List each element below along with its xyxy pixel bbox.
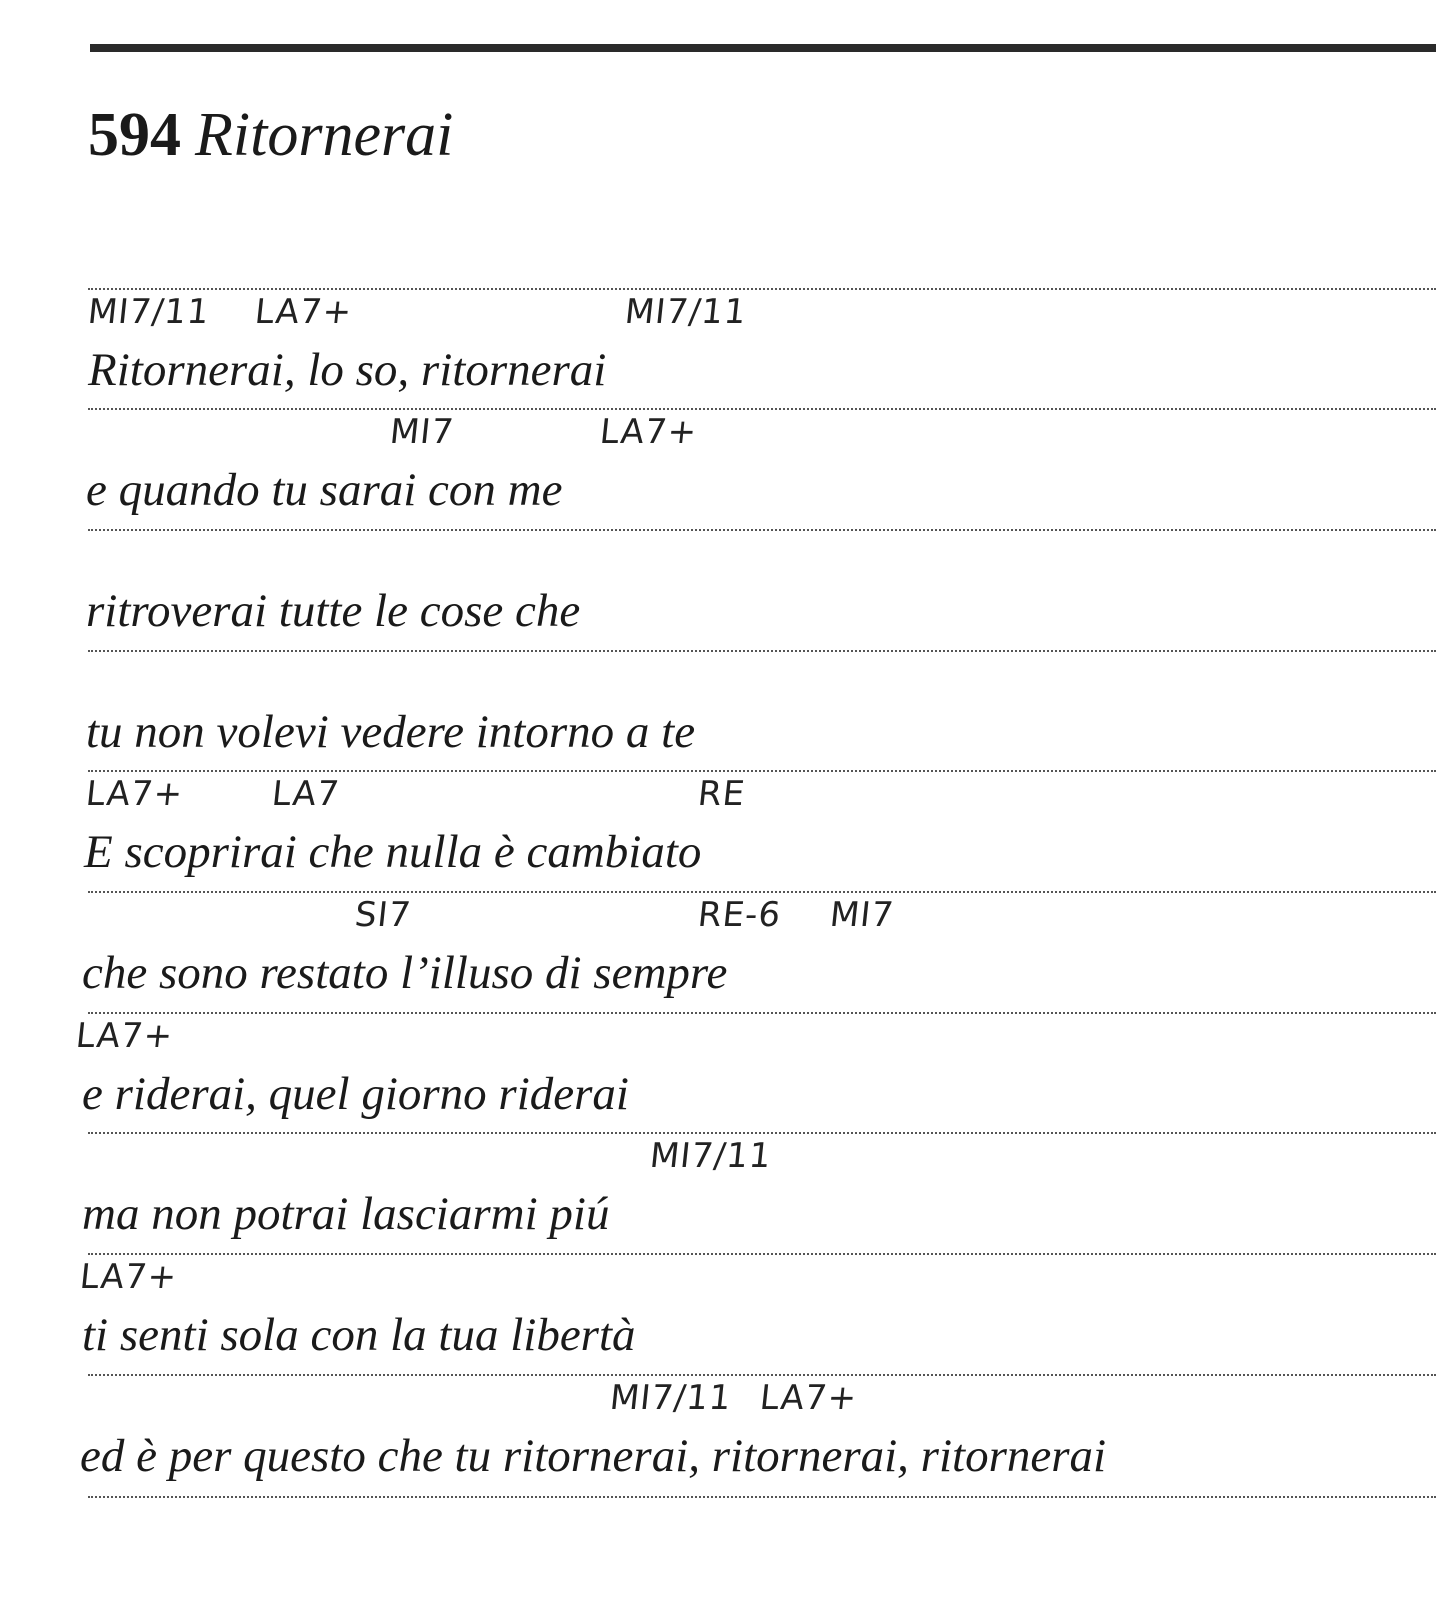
chord: RE-6 [695, 895, 784, 935]
song-line [0, 1132, 1436, 1253]
dotted-rule [88, 1253, 1436, 1255]
lyric-line: ed è per questo che tu ritornerai, ritornerai, ritornerai [80, 1430, 1107, 1482]
song-line [0, 1012, 1436, 1133]
chord: MI7/11 [647, 1136, 774, 1176]
chord: MI7 [387, 412, 457, 452]
chord: LA7+ [73, 1016, 176, 1056]
song-line [0, 408, 1436, 529]
lyric-line: ma non potrai lasciarmi piú [82, 1188, 610, 1240]
song-line [0, 1374, 1436, 1495]
song-line [0, 891, 1436, 1012]
chord: LA7+ [597, 412, 700, 452]
chord: MI7/11 [622, 292, 749, 332]
song-number: 594 [88, 101, 181, 169]
lyric-line: ritroverai tutte le cose che [86, 585, 581, 637]
lyric-line: Ritornerai, lo so, ritornerai [88, 344, 607, 396]
lyric-line: E scoprirai che nulla è cambiato [84, 826, 702, 878]
song-line [0, 650, 1436, 771]
dotted-rule [88, 1496, 1436, 1498]
lyric-line: e riderai, quel giorno riderai [82, 1068, 629, 1120]
song-line [0, 288, 1436, 409]
song-line [0, 1253, 1436, 1374]
song-line [0, 770, 1436, 891]
lyric-line: e quando tu sarai con me [86, 464, 563, 516]
chord: RE [695, 774, 748, 814]
chord: LA7+ [757, 1378, 860, 1418]
chord: LA7+ [77, 1257, 180, 1297]
lyric-line: ti senti sola con la tua libertà [82, 1309, 636, 1361]
dotted-rule [88, 1012, 1436, 1014]
chord: SI7 [352, 895, 414, 935]
chord: MI7/11 [607, 1378, 734, 1418]
song-name: Ritornerai [195, 101, 454, 169]
chord: LA7 [269, 774, 342, 814]
dotted-rule [88, 408, 1436, 410]
song-title [88, 100, 453, 170]
dotted-rule [88, 650, 1436, 652]
song-line [0, 529, 1436, 650]
chord: LA7+ [252, 292, 355, 332]
chord: MI7 [827, 895, 897, 935]
chord: MI7/11 [85, 292, 212, 332]
chord: LA7+ [83, 774, 186, 814]
lyric-line: tu non volevi vedere intorno a te [86, 706, 696, 758]
dotted-rule [88, 529, 1436, 531]
top-rule [90, 44, 1436, 52]
lyric-line: che sono restato l’illuso di sempre [82, 947, 728, 999]
